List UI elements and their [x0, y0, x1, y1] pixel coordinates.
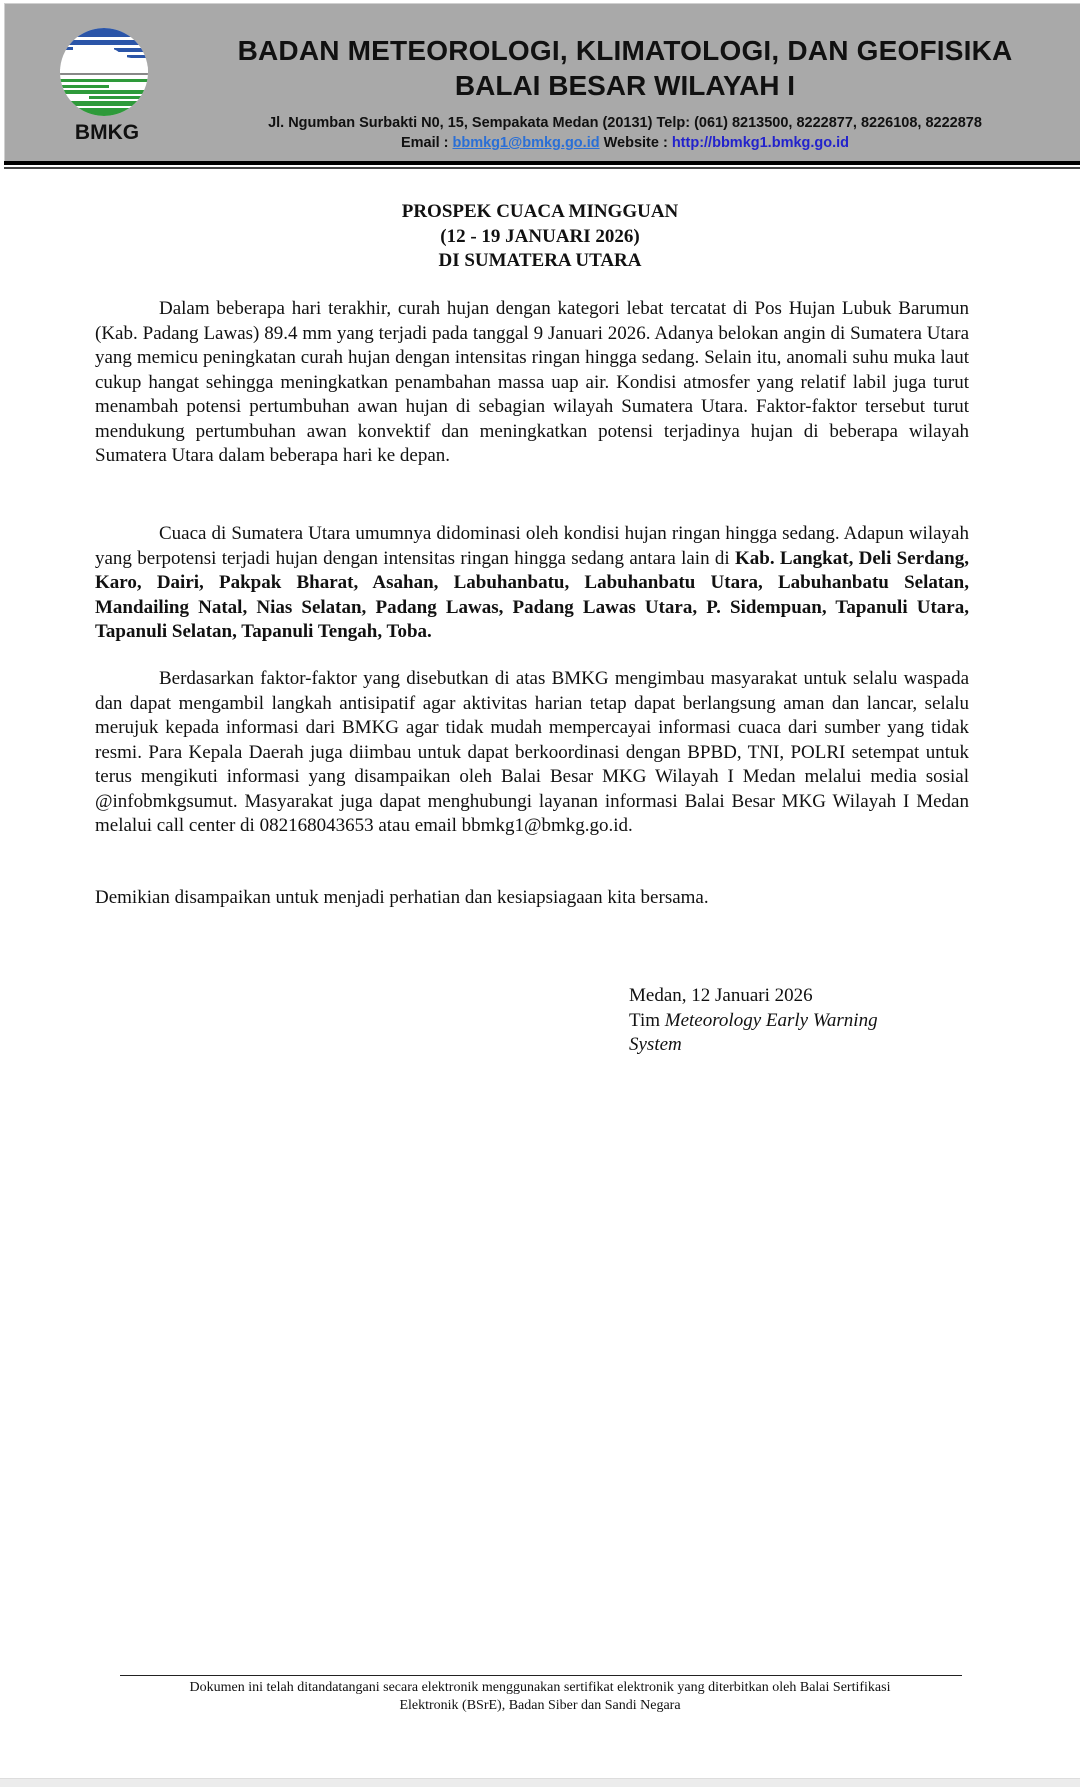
title-line: PROSPEK CUACA MINGGUAN — [401, 201, 679, 222]
website-label: Website : — [599, 135, 672, 151]
paragraph-advisory — [95, 667, 969, 839]
signature-team — [629, 1009, 878, 1034]
letterhead-divider-thin — [4, 167, 1080, 169]
document-title — [0, 200, 1080, 274]
paragraph-forecast-regions — [95, 522, 969, 645]
team-name-continued: System — [629, 1034, 682, 1055]
letterhead-divider-thick — [4, 161, 1080, 165]
bmkg-logo-icon — [59, 27, 149, 117]
team-name: Meteorology Early Warning — [664, 1009, 878, 1031]
contact-line — [175, 135, 1075, 151]
email-link[interactable]: bbmkg1@bmkg.go.id — [452, 135, 600, 151]
paragraph-text: Berdasarkan faktor-faktor yang disebutkan di atas BMKG mengimbau masyarakat untuk selalu waspada dan dapat mengambil langkah antisipatif agar aktivitas harian tetap dapat berlangsung aman dan lancar, selalu merujuk kepada informasi dari BMKG agar tidak mudah mempercayai informasi cuaca dari sumber yang tidak resmi. Para Kepala Daerah juga diimbau untuk dapat berkoordinasi dengan BPBD, TNI, POLRI setempat untuk terus mengikuti informasi yang disampaikan oleh Balai Besar MKG Wilayah I Medan melalui media sosial @infobmkgsumut. Masyarakat juga dapat menghubungi layanan informasi Balai Besar MKG Wilayah I Medan melalui call center di 082168043653 atau email bbmkg1@bmkg.go.id. — [95, 668, 969, 836]
organization-name: BADAN METEOROLOGI, KLIMATOLOGI, DAN GEOFISIKA — [237, 35, 1013, 66]
title-region: DI SUMATERA UTARA — [438, 250, 642, 271]
paragraph-closing: Demikian disampaikan untuk menjadi perhatian dan kesiapsiagaan kita bersama. — [95, 887, 709, 908]
address-line: Jl. Ngumban Surbakti N0, 15, Sempakata Medan (20131) Telp: (061) 8213500, 8222877, 8226108, 8222878 — [268, 115, 982, 131]
signature-block — [629, 984, 878, 1058]
signature-place-date: Medan, 12 Januari 2026 — [629, 985, 813, 1006]
paragraph-text: Cuaca di Sumatera Utara umumnya didominasi oleh kondisi hujan ringan hingga sedang. Adapun wilayah yang berpotensi terjadi hujan dengan intensitas ringan hingga sedang antara lain di — [95, 523, 969, 569]
paragraph-recent-rainfall — [95, 297, 969, 469]
email-label: Email : — [400, 135, 453, 151]
organization-unit: BALAI BESAR WILAYAH I — [454, 70, 796, 101]
footer-line: Elektronik (BSrE), Badan Siber dan Sandi Negara — [399, 1698, 681, 1713]
e-signature-notice — [110, 1679, 970, 1715]
team-prefix: Tim — [629, 1009, 665, 1031]
region-list: Kab. Langkat, Deli Serdang, Karo, Dairi, Pakpak Bharat, Asahan, Labuhanbatu, Labuhanbatu Utara, Labuhanbatu Selatan, Mandailing Natal, Nias Selatan, Padang Lawas, Padang Lawas Utara, P. Sidempuan, Tapanuli Utara, Tapanuli Selatan, Tapanuli Tengah, Toba. — [95, 547, 969, 642]
title-date-range: (12 - 19 JANUARI 2026) — [440, 225, 640, 247]
website-link[interactable]: http://bbmkg1.bmkg.go.id — [671, 135, 850, 151]
footer-line: Dokumen ini telah ditandatangani secara elektronik menggunakan sertifikat elektronik yang diterbitkan oleh Balai Sertifikasi — [189, 1680, 891, 1695]
paragraph-text: Dalam beberapa hari terakhir, curah hujan dengan kategori lebat tercatat di Pos Hujan Lubuk Barumun (Kab. Padang Lawas) 89.4 mm yang terjadi pada tanggal 9 Januari 2026. Adanya belokan angin di Sumatera Utara yang memicu peningkatan curah hujan dengan intensitas ringan hingga sedang. Selain itu, anomali suhu muka laut cukup hangat sehingga meningkatkan penambahan massa uap air. Kondisi atmosfer yang relatif labil juga turut menambah potensi pertumbuhan awan hujan di sebagian wilayah Sumatera Utara. Faktor-faktor tersebut turut mendukung pertumbuhan awan konvektif dan meningkatkan potensi terjadinya hujan di beberapa wilayah Sumatera Utara dalam beberapa hari ke depan. — [95, 298, 969, 466]
logo-label: BMKG — [74, 121, 140, 144]
letterhead — [4, 3, 1080, 162]
footer-divider — [120, 1675, 962, 1676]
